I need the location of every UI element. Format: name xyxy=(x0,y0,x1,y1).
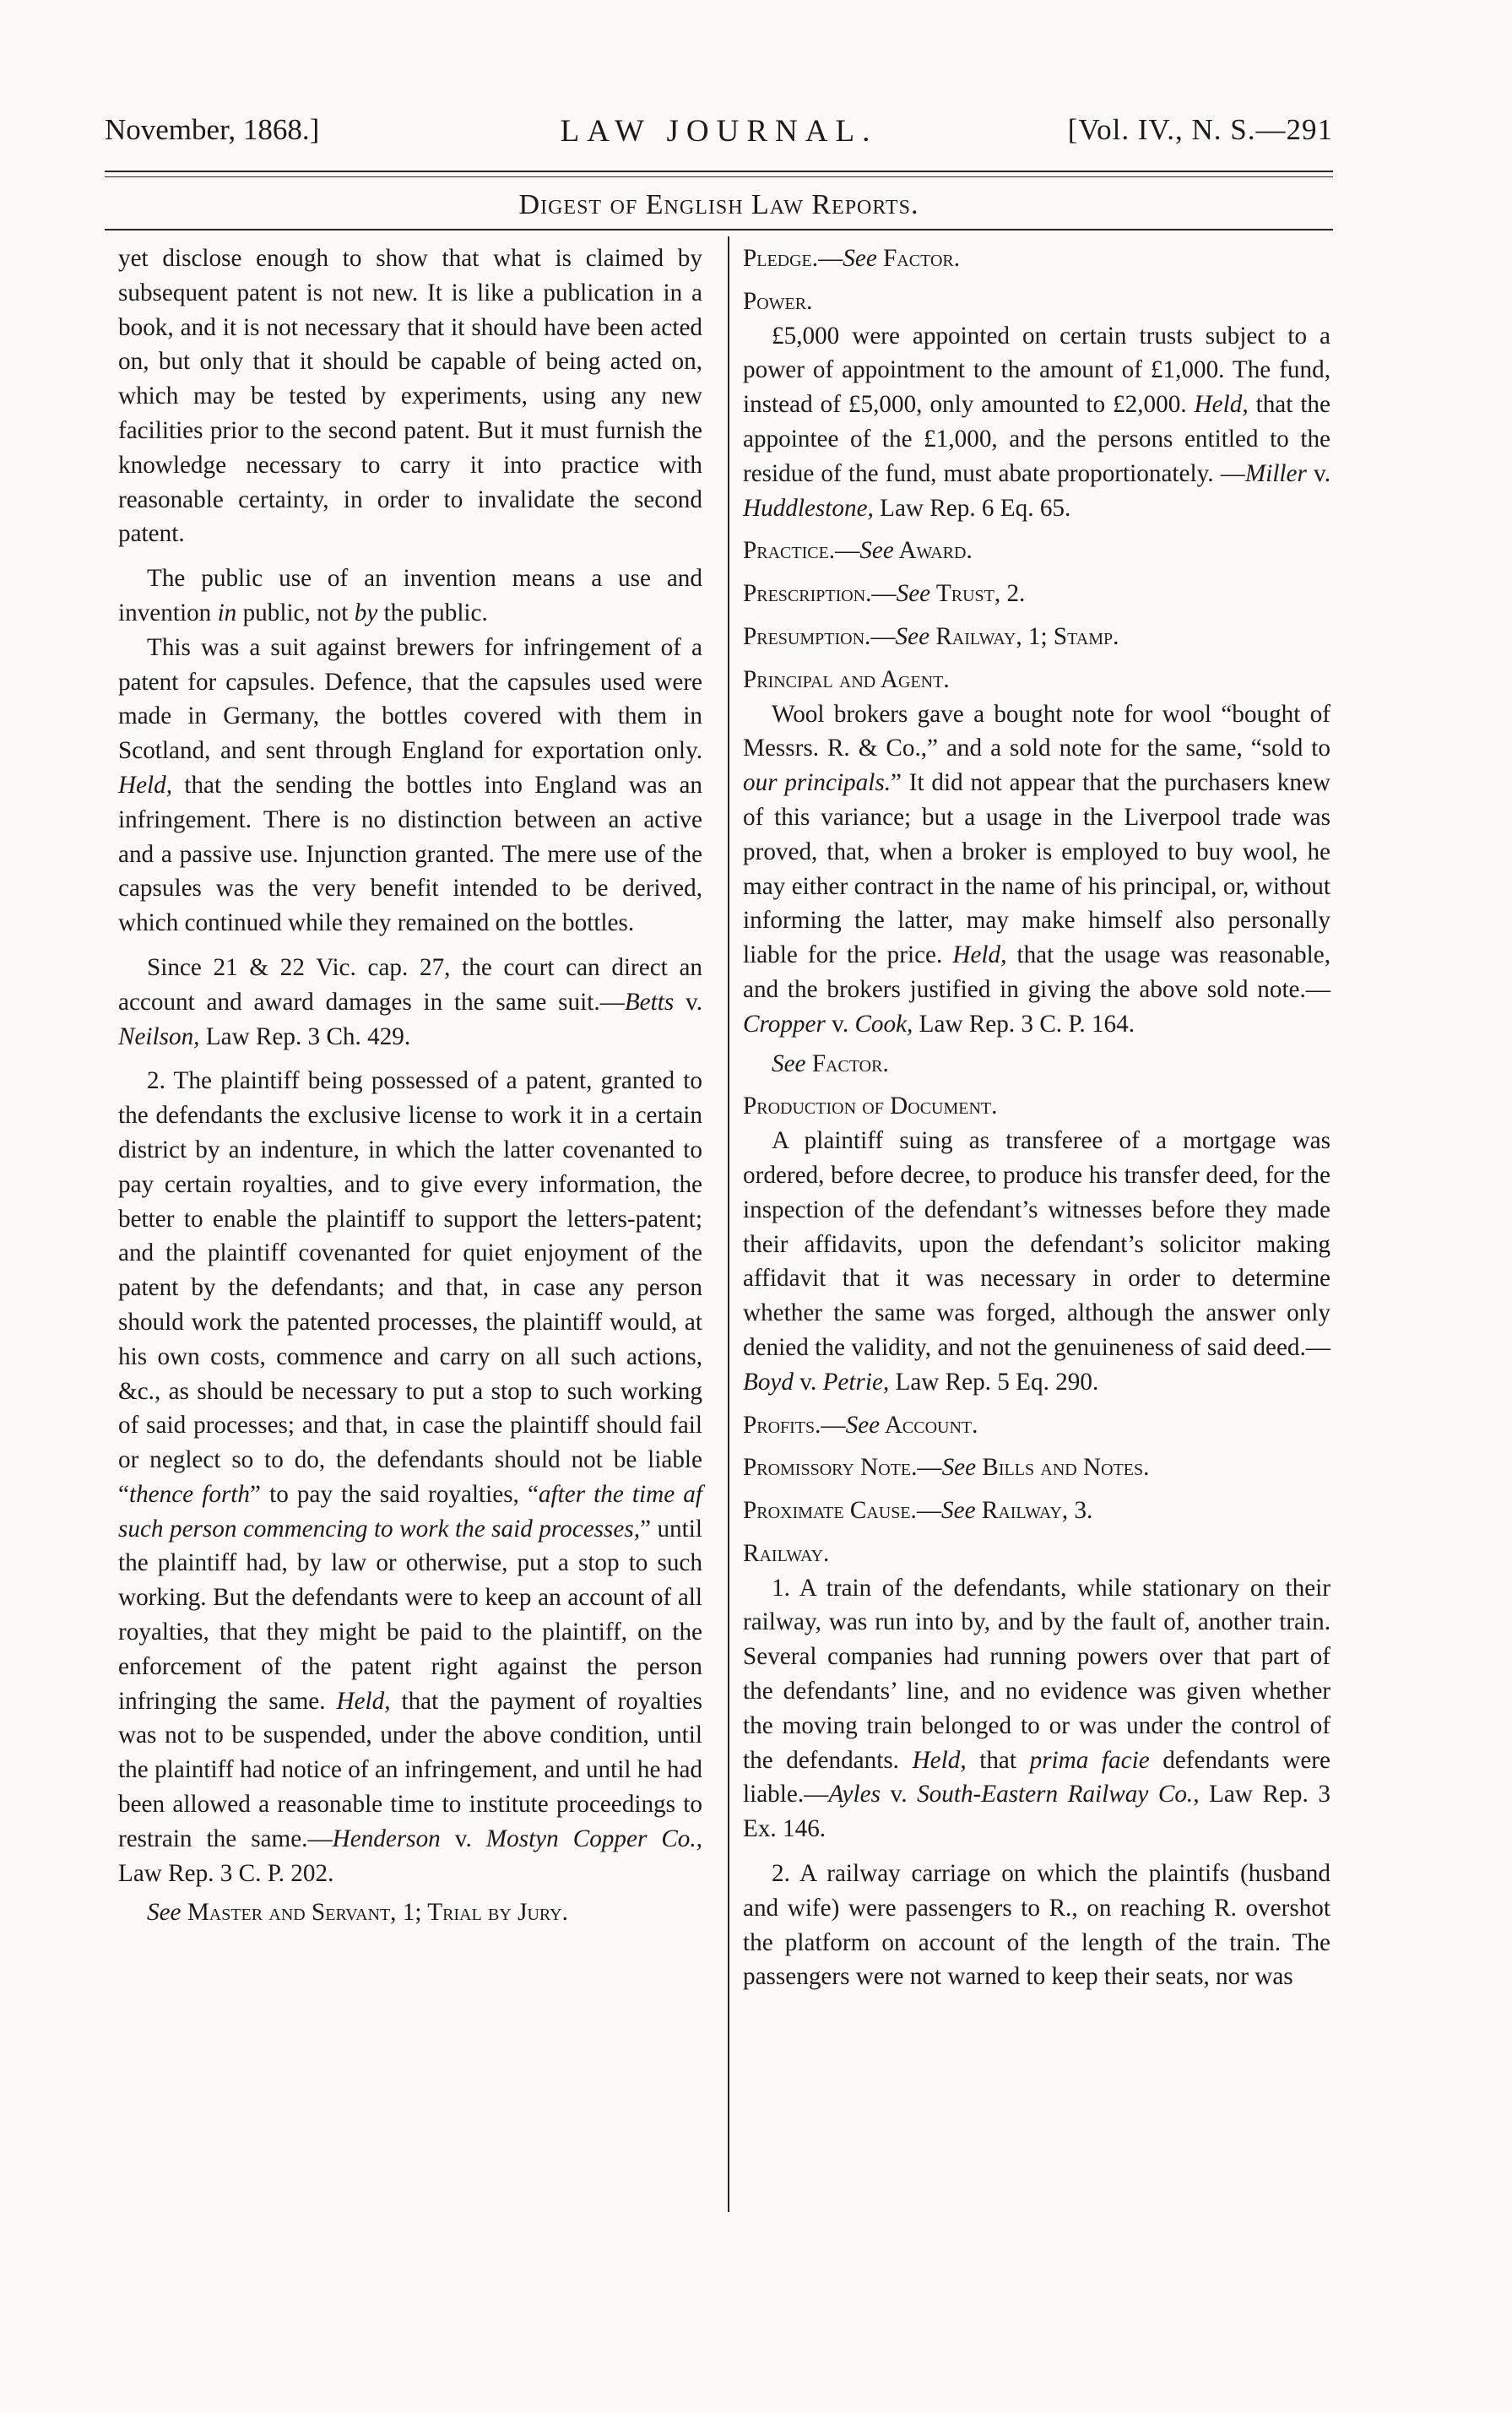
heading-railway: Railway. xyxy=(743,1539,830,1567)
section-title: Digest of English Law Reports. xyxy=(518,189,919,220)
cross-reference: See Master and Servant, 1; Trial by Jury. xyxy=(147,1899,568,1927)
paragraph: This was a suit against brewers for infringement of a patent for capsules. Defence, that the capsules used were made in Germany, the bottles covered with them in Scotland, and sent through England for exportation only. Held, that the sending the bottles into England was an infringement. There is no distinction between an active and a passive use. Injunction granted. The mere use of the capsules was the very benefit intended to be derived, which continued while they remained on the bottles. xyxy=(118,633,702,937)
heading-power: Power. xyxy=(743,287,813,315)
paragraph: A plaintiff suing as transferee of a mortgage was ordered, before decree, to produce his transfer deed, for the inspection of the defendant’s witnesses before they made their affidavits, upon the defendant’s solicitor making affidavit that it was necessary in order to determine whether the same was forged, although the answer only denied the validity, and not the genuineness of said deed.—Boyd v. Petrie, Law Rep. 5 Eq. 290. xyxy=(743,1127,1330,1396)
entry-promissory-note: Promissory Note.—See Bills and Notes. xyxy=(743,1454,1150,1482)
left-column xyxy=(118,241,702,1930)
header-date: November, 1868.] xyxy=(105,113,320,146)
paragraph: £5,000 were appointed on certain trusts subject to a power of appointment to the amount of £1,000. The fund, instead of £5,000, only amounted to £2,000. Held, that the appointee of the £1,000, and the persons entitled to the residue of the fund, must abate proportionately. —Miller v. Huddlestone, Law Rep. 6 Eq. 65. xyxy=(743,322,1330,522)
running-header xyxy=(105,113,1333,152)
paragraph: Wool brokers gave a bought note for wool “bought of Messrs. R. & Co.,” and a sold note for the same, “sold to our principals.” It did not appear that the purchasers knew of this variance; but a usage in the Liverpool trade was proved, that, when a broker is employed to buy wool, he may either contract in the name of his principal, or, without informing the latter, may make himself also personally liable for the price. Held, that the usage was reasonable, and the brokers justified in giving the above sold note.—Cropper v. Cook, Law Rep. 3 C. P. 164. xyxy=(743,700,1331,1038)
journal-title: LAW JOURNAL. xyxy=(560,114,878,149)
entry-practice: Practice.—See Award. xyxy=(743,537,973,565)
heading-production: Production of Document. xyxy=(743,1093,998,1120)
header-volume: [Vol. IV., N. S.—291 xyxy=(1067,113,1333,146)
paragraph: yet disclose enough to show that what is claimed by subsequent patent is not new. It is like a publication in a book, and it is not necessary that it should have been acted on, but only that it should be capable of being acted on, which may be tested by experiments, using any new facilities prior to the second patent. But it must furnish the knowledge necessary to carry it into practice with reasonable certainty, in order to invalidate the second patent. xyxy=(118,245,702,548)
entry-presumption: Presumption.—See Railway, 1; Stamp. xyxy=(743,622,1119,650)
entry-prescription: Prescription.—See Trust, 2. xyxy=(743,580,1026,608)
heading-principal-agent: Principal and Agent. xyxy=(743,665,950,693)
paragraph: 2. A railway carriage on which the plaintifs (husband and wife) were passengers to R., on reaching R. overshot the platform on account of the length of the train. The passengers were not warned to keep their seats, nor was xyxy=(743,1860,1330,1991)
right-column xyxy=(743,241,1330,1994)
entry-pledge: Pledge.—See Factor. xyxy=(743,245,961,272)
paragraph: The public use of an invention means a use and invention in public, not by the public. xyxy=(118,565,702,626)
column-divider xyxy=(728,236,729,2212)
header-rule xyxy=(105,171,1333,172)
header-rule-thin xyxy=(105,176,1333,177)
entry-profits: Profits.—See Account. xyxy=(743,1411,978,1439)
paragraph: Since 21 & 22 Vic. cap. 27, the court can direct an account and award damages in the same suit.—Betts v. Neilson, Law Rep. 3 Ch. 429. xyxy=(118,953,702,1050)
paragraph: 2. The plaintiff being possessed of a patent, granted to the defendants the exclusive license to work it in a certain district by an indenture, in which the latter covenanted to pay certain royalties, and to give every information, the better to enable the plaintiff to support the letters-patent; and the plaintiff covenanted for quiet enjoyment of the patent by the defendants; and that, in case any person should work the patented processes, the plaintiff would, at his own costs, commence and carry on all such actions, &c., as should be necessary to put a stop to such working of said processes; and that, in case the plaintiff should fail or neglect so to do, the defendants should not be liable “thence forth” to pay the said royalties, “after the time af such person commencing to work the said processes,” until the plaintiff had, by law or otherwise, put a stop to such working. But the defendants were to keep an account of all royalties, that they might be paid to the plaintiff, on the enforcement of the patent right against the person infringing the same. Held, that the payment of royalties was not to be suspended, under the above condition, until the plaintiff had notice of an infringement, and until he had been allowed a reasonable time to institute proceedings to restrain the same.—Henderson v. Mostyn Copper Co., Law Rep. 3 C. P. 202. xyxy=(118,1067,702,1887)
cross-reference: See Factor. xyxy=(772,1049,889,1077)
paragraph: 1. A train of the defendants, while stationary on their railway, was run into by, and by the fault of, another train. Several companies had running powers over that part of the defendants’ line, and no evidence was given whether the moving train belonged to or was under the control of the defendants. Held, that prima facie defendants were liable.—Ayles v. South-Eastern Railway Co., Law Rep. 3 Ex. 146. xyxy=(743,1574,1330,1843)
entry-proximate-cause: Proximate Cause.—See Railway, 3. xyxy=(743,1497,1093,1525)
section-rule xyxy=(105,229,1333,230)
